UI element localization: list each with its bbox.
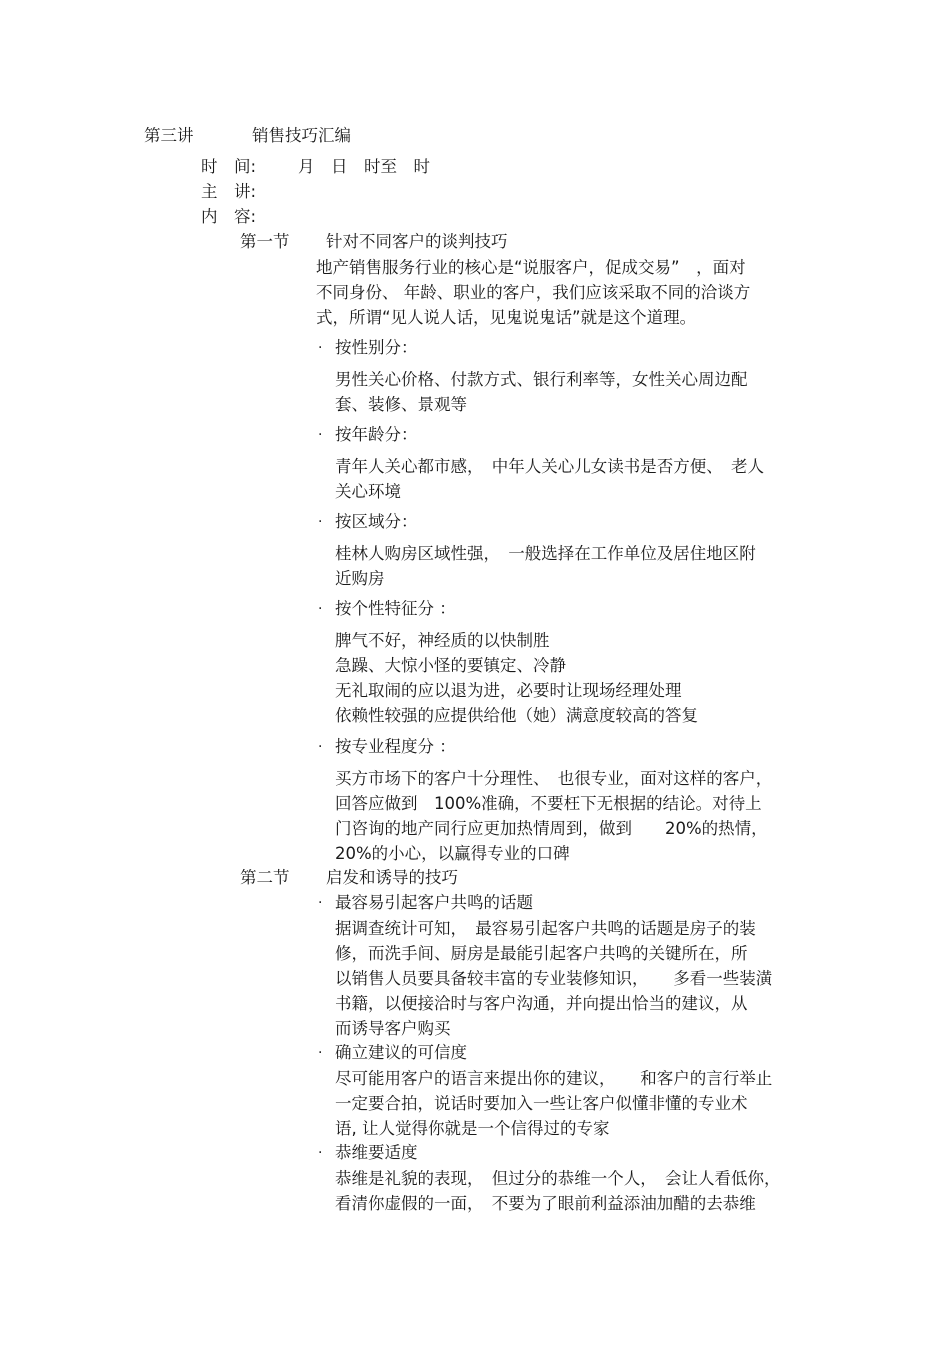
- bullet-icon: ·: [318, 739, 323, 755]
- bullet-icon: ·: [318, 1045, 323, 1061]
- intro-line: 式，所谓“见人说人话，见鬼说鬼话”就是这个道理。: [316, 308, 697, 327]
- item-body: [335, 916, 772, 1041]
- lecture-title: 销售技巧汇编: [252, 126, 351, 145]
- section1-intro: [316, 255, 750, 330]
- item-heading: 按个性特征分 ：: [335, 599, 456, 618]
- body-line: 修，而洗手间、厨房是最能引起客户共鸣的关键所在，所: [335, 944, 748, 963]
- body-line: 而诱导客户购买: [335, 1019, 451, 1038]
- bullet-icon: ·: [318, 514, 323, 530]
- section1-label: 第一节: [240, 232, 290, 251]
- body-line: 青年人关心都市感， 中年人关心儿女读书是否方便、 老人: [335, 457, 764, 476]
- body-line: 套、装修、景观等: [335, 395, 467, 414]
- body-line: 尽可能用客户的语言来提出你的建议， 和客户的言行举止: [335, 1069, 773, 1088]
- item-body: [335, 1166, 781, 1216]
- speaker-label: 主 讲:: [201, 182, 257, 201]
- body-line: 关心环境: [335, 482, 401, 501]
- body-line: 桂林人购房区域性强， 一般选择在工作单位及居住地区附: [335, 544, 756, 563]
- body-line: 门咨询的地产同行应更加热情周到，做到 20%的热情，: [335, 819, 768, 838]
- body-line: 依赖性较强的应提供给他（她）满意度较高的答复: [335, 706, 698, 725]
- body-line: 20%的小心，以赢得专业的口碑: [335, 844, 570, 863]
- item-heading: 恭维要适度: [335, 1143, 418, 1162]
- body-line: 急躁、大惊小怪的要镇定、冷静: [335, 656, 566, 675]
- body-line: 买方市场下的客户十分理性、 也很专业，面对这样的客户，: [335, 769, 773, 788]
- body-line: 看清你虚假的一面， 不要为了眼前利益添油加醋的去恭维: [335, 1194, 756, 1213]
- item-body: [335, 766, 772, 866]
- bullet-icon: ·: [318, 1145, 323, 1161]
- item-heading: 最容易引起客户共鸣的话题: [335, 893, 533, 912]
- body-line: 书籍，以便接洽时与客户沟通，并向提出恰当的建议，从: [335, 994, 748, 1013]
- body-line: 恭维是礼貌的表现， 但过分的恭维一个人， 会让人看低你，: [335, 1169, 781, 1188]
- body-line: 男性关心价格、付款方式、银行利率等，女性关心周边配: [335, 370, 748, 389]
- bullet-icon: ·: [318, 895, 323, 911]
- body-line: 脾气不好，神经质的以快制胜: [335, 631, 550, 650]
- body-line: 以销售人员要具备较丰富的专业装修知识， 多看一些装潢: [335, 969, 773, 988]
- section2-label: 第二节: [240, 868, 290, 887]
- item-heading: 按性别分：: [335, 338, 418, 357]
- item-body: [335, 1066, 772, 1141]
- section1-title: 针对不同客户的谈判技巧: [326, 232, 508, 251]
- body-line: 据调查统计可知， 最容易引起客户共鸣的话题是房子的装: [335, 919, 756, 938]
- time-value: 月 日 时至 时: [298, 157, 430, 176]
- item-heading: 按区域分：: [335, 512, 418, 531]
- body-line: 一定要合拍，说话时要加入一些让客户似懂非懂的专业术: [335, 1094, 748, 1113]
- section2-title: 启发和诱导的技巧: [326, 868, 458, 887]
- item-body: [335, 628, 698, 728]
- bullet-icon: ·: [318, 601, 323, 617]
- intro-line: 地产销售服务行业的核心是“说服客户，促成交易” ，面对: [316, 258, 746, 277]
- body-line: 回答应做到 100%准确，不要枉下无根据的结论。对待上: [335, 794, 762, 813]
- item-heading: 确立建议的可信度: [335, 1043, 467, 1062]
- bullet-icon: ·: [318, 340, 323, 356]
- body-line: 近购房: [335, 569, 385, 588]
- item-heading: 按年龄分：: [335, 425, 418, 444]
- body-line: 无礼取闹的应以退为进，必要时让现场经理处理: [335, 681, 682, 700]
- body-line: 语, 让人觉得你就是一个信得过的专家: [335, 1119, 610, 1138]
- lecture-number: 第三讲: [144, 126, 194, 145]
- bullet-icon: ·: [318, 427, 323, 443]
- content-label: 内 容:: [201, 207, 257, 226]
- item-body: [335, 541, 756, 591]
- item-heading: 按专业程度分 ：: [335, 737, 456, 756]
- intro-line: 不同身份、 年龄、职业的客户，我们应该采取不同的洽谈方: [316, 283, 751, 302]
- time-label: 时 间:: [201, 157, 257, 176]
- item-body: [335, 454, 764, 504]
- item-body: [335, 367, 748, 417]
